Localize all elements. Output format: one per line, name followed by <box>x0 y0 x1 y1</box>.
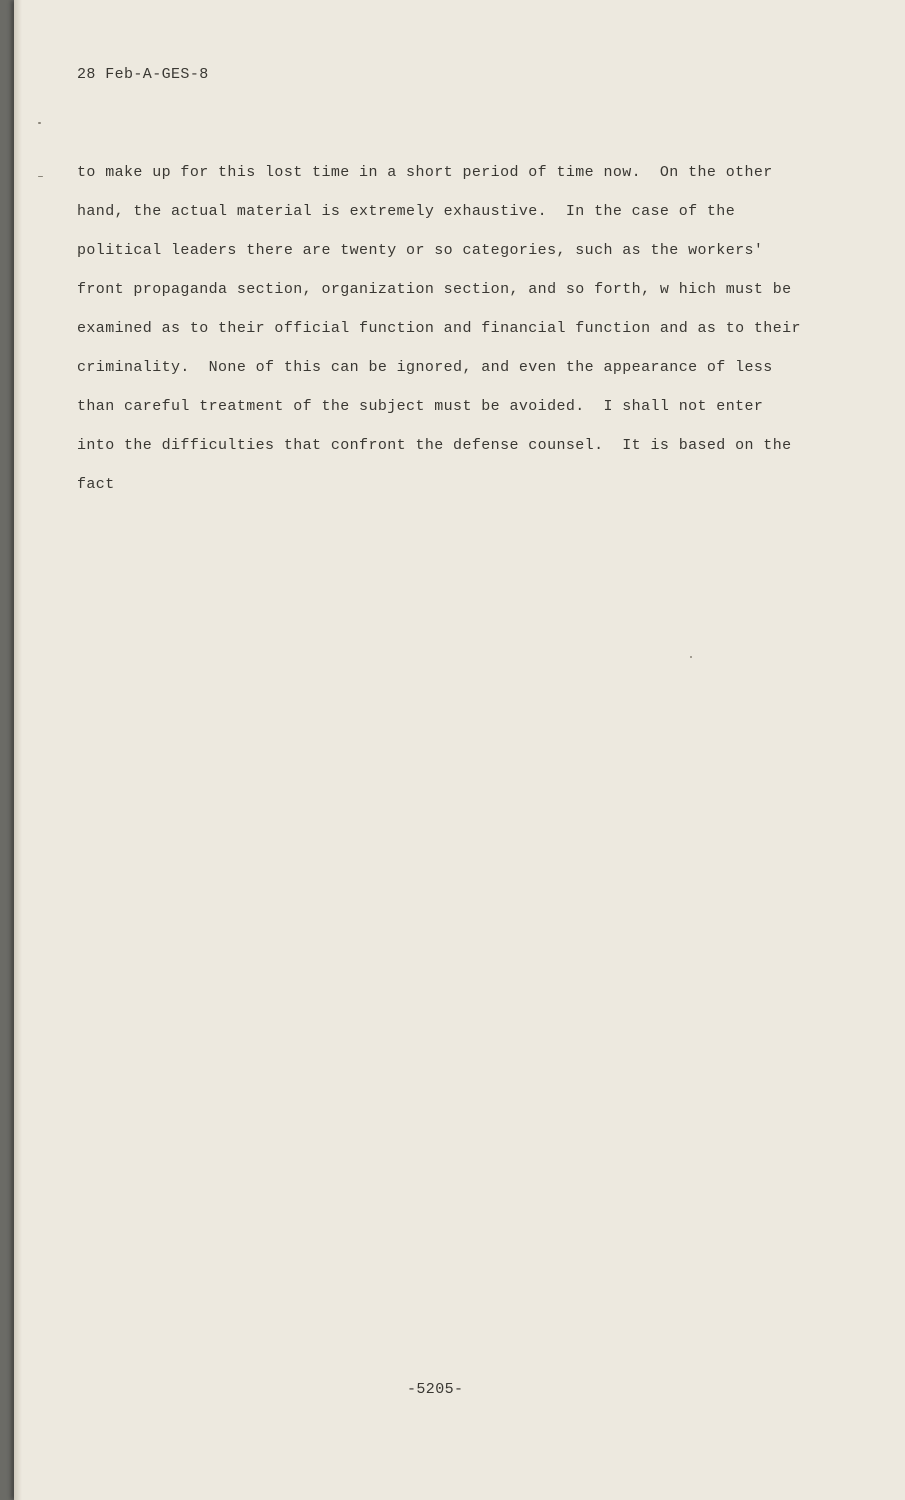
document-page <box>14 0 905 1500</box>
paper-speck <box>690 656 692 658</box>
text-line: to make up for this lost time in a short period of time now. On the other <box>77 164 773 181</box>
page-number: -5205- <box>407 1381 464 1398</box>
text-line: examined as to their official function and financial function and as to their <box>77 320 801 337</box>
margin-mark <box>38 122 41 124</box>
document-reference: 28 Feb-A-GES-8 <box>77 66 209 83</box>
text-line: fact <box>77 476 115 493</box>
text-line: hand, the actual material is extremely exhaustive. In the case of the <box>77 203 736 220</box>
body-text <box>77 162 847 513</box>
text-line: into the difficulties that confront the defense counsel. It is based on the <box>77 437 792 454</box>
margin-dash <box>38 176 43 177</box>
text-line: criminality. None of this can be ignored, and even the appearance of less <box>77 359 773 376</box>
text-line: front propaganda section, organization section, and so forth, w hich must be <box>77 281 792 298</box>
text-line: than careful treatment of the subject must be avoided. I shall not enter <box>77 398 764 415</box>
text-line: political leaders there are twenty or so categories, such as the workers' <box>77 242 764 259</box>
